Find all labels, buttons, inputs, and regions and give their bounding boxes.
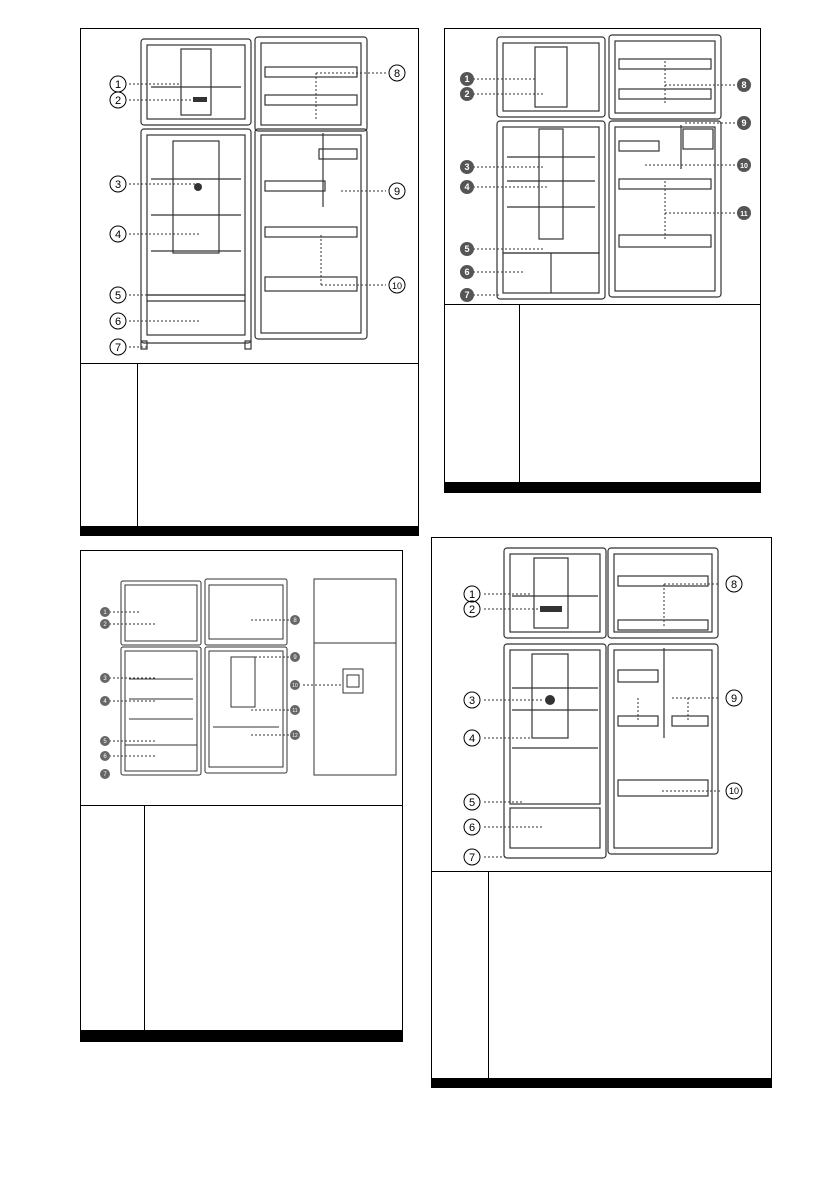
callout-9: 9 [293,655,297,661]
callout-8: 8 [741,80,747,90]
description-cell [138,364,419,527]
table-row [81,364,419,527]
fridge-diagram-c [81,551,404,806]
parts-table-a [80,363,419,536]
number-cell [81,364,138,527]
parts-table-c [80,805,403,1042]
callout-1: 1 [464,74,470,84]
callout-1: 1 [468,589,476,601]
number-cell [432,1087,489,1088]
callout-6: 6 [464,267,470,277]
number-cell [81,1041,145,1042]
callout-3: 3 [114,179,122,191]
diagram-panel-a [80,28,419,536]
table-row [432,872,772,1079]
callout-8: 8 [393,68,401,80]
description-cell [520,305,761,483]
callout-11: 11 [740,211,748,218]
diagram-panel-d [431,537,772,1088]
callout-1: 1 [114,79,122,91]
callout-6: 6 [103,754,107,760]
callout-3: 3 [464,162,470,172]
number-cell [432,872,489,1079]
callout-6: 6 [114,316,122,328]
callout-10: 10 [728,786,740,796]
callout-3: 3 [468,695,476,707]
callout-4: 4 [468,733,476,745]
fridge-diagram-b [445,29,762,305]
callout-2: 2 [103,622,107,628]
description-cell [489,1087,772,1088]
number-cell [445,492,520,493]
callout-11: 11 [292,708,298,714]
callout-8: 8 [293,618,297,624]
callout-5: 5 [468,797,476,809]
callout-4: 4 [464,182,470,192]
callout-4: 4 [103,699,107,705]
table-row [445,305,761,483]
number-cell [445,305,520,483]
callout-7: 7 [468,852,476,864]
callout-7: 7 [103,772,107,778]
description-cell [138,535,419,536]
callout-1: 1 [103,610,107,616]
diagram-panel-c [80,550,403,1042]
callout-10: 10 [740,163,748,170]
callout-8: 8 [730,579,738,591]
number-cell [81,535,138,536]
callout-10: 10 [391,281,403,291]
callout-9: 9 [393,186,401,198]
description-cell [489,872,772,1079]
callout-5: 5 [464,244,470,254]
callout-12: 12 [292,733,298,739]
callout-2: 2 [468,604,476,616]
callout-7: 7 [464,290,470,300]
number-cell [81,806,145,1031]
callout-6: 6 [468,822,476,834]
callout-2: 2 [464,89,470,99]
callout-10: 10 [292,683,298,689]
table-row [432,1087,772,1088]
callout-4: 4 [114,229,122,241]
callout-7: 7 [114,342,122,354]
callout-2: 2 [114,95,122,107]
fridge-diagram-a [81,29,420,364]
callout-9: 9 [730,693,738,705]
table-row [81,1041,403,1042]
callout-5: 5 [114,290,122,302]
fridge-diagram-d [432,538,773,872]
description-cell [145,1041,403,1042]
description-cell [520,492,761,493]
callout-3: 3 [103,676,107,682]
table-row [445,492,761,493]
parts-table-b [444,304,761,493]
callout-9: 9 [741,118,747,128]
diagram-panel-b [444,28,761,493]
table-row [81,535,419,536]
parts-table-d [431,871,772,1088]
table-row [81,806,403,1031]
callout-5: 5 [103,739,107,745]
description-cell [145,806,403,1031]
